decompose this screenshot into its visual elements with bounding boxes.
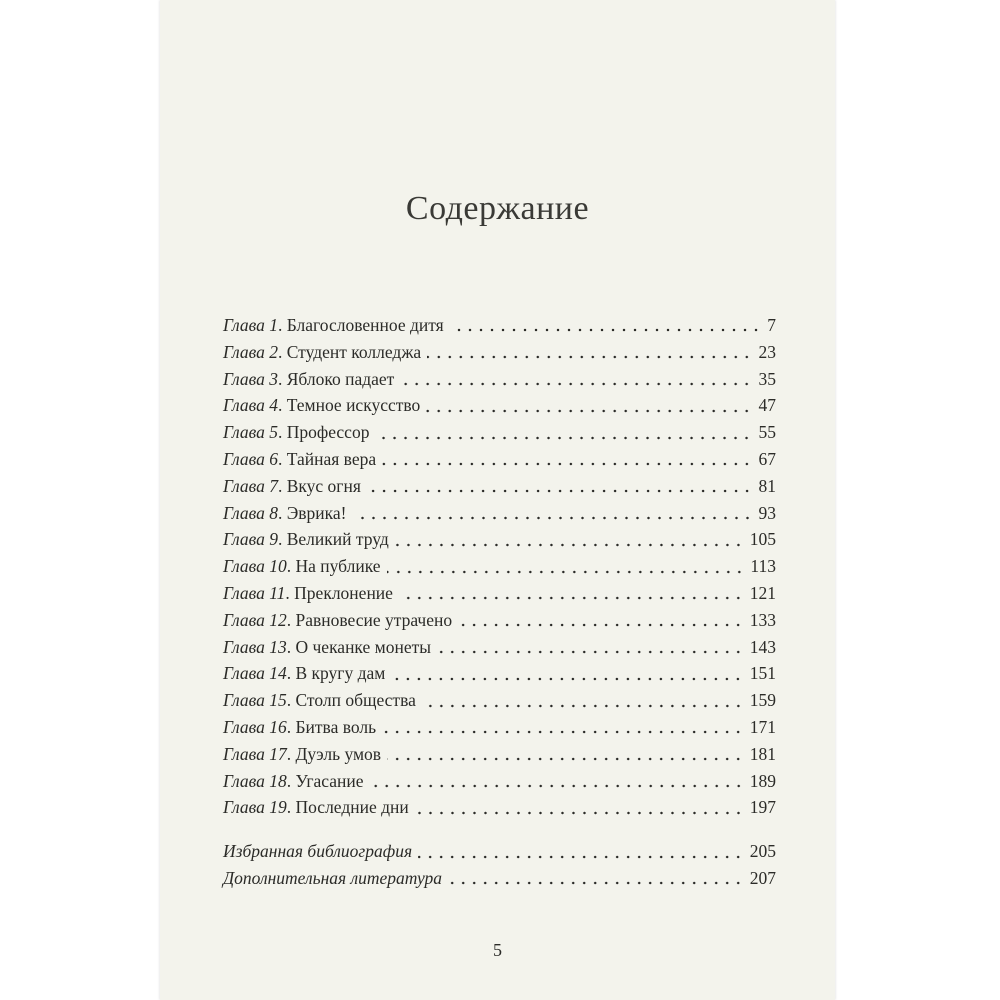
- chapter-prefix: Глава 11: [223, 582, 286, 603]
- dot-leader: [400, 382, 752, 386]
- toc-entry-chapter-12: [223, 607, 776, 634]
- dot-leader: [387, 757, 744, 761]
- dot-leader: [399, 596, 744, 600]
- toc-entry-label: Глава 6. Тайная вера: [223, 448, 377, 469]
- chapter-title: На публике: [295, 556, 381, 577]
- chapter-prefix: Глава 8: [223, 502, 278, 523]
- toc-entry-label: Глава 15. Столп общества: [223, 690, 416, 711]
- chapter-title: О чеканке монеты: [295, 636, 432, 657]
- chapter-page-number: 47: [758, 395, 776, 416]
- toc-entry-chapter-8: [223, 500, 776, 527]
- chapter-page-number: 67: [758, 448, 776, 469]
- chapter-prefix: Глава 5: [223, 422, 278, 443]
- chapter-page-number: 55: [758, 422, 776, 443]
- toc-entry-chapter-17: [223, 741, 776, 768]
- chapter-prefix: Глава 16: [223, 716, 287, 737]
- chapter-title: Битва воль: [295, 716, 377, 737]
- toc-entry-label: Глава 12. Равновесие утрачено: [223, 609, 453, 630]
- toc-entry-label: Глава 18. Угасание: [223, 770, 364, 791]
- dot-leader: [458, 623, 744, 627]
- chapter-prefix: Глава 9: [223, 529, 278, 550]
- toc-entry-chapter-3: [223, 366, 776, 393]
- toc-entry-label: Глава 11. Преклонение: [223, 582, 393, 603]
- chapter-prefix: Глава 14: [223, 663, 287, 684]
- dot-leader: [437, 650, 744, 654]
- chapter-title: Тайная вера: [286, 448, 377, 469]
- dot-leader: [370, 784, 744, 788]
- dot-leader: [426, 409, 752, 413]
- toc-entry-label: Глава 10. На публике: [223, 556, 381, 577]
- toc-entry-chapter-6: [223, 446, 776, 473]
- chapter-page-number: 93: [758, 502, 776, 523]
- dot-leader: [427, 355, 752, 359]
- chapter-page-number: 121: [749, 582, 776, 603]
- chapter-title: Темное искусство: [286, 395, 421, 416]
- toc-entry-label: Глава 3. Яблоко падает: [223, 368, 395, 389]
- toc-entry-label: Глава 16. Битва воль: [223, 716, 377, 737]
- chapter-prefix: Глава 2: [223, 341, 278, 362]
- toc-entry-label: Глава 1. Благословенное дитя: [223, 315, 444, 335]
- chapter-page-number: 151: [749, 663, 776, 684]
- dot-leader: [375, 436, 752, 440]
- page-number: 5: [493, 940, 502, 960]
- toc-entry-chapter-11: [223, 580, 776, 607]
- toc-title: Содержание: [405, 190, 590, 227]
- chapter-title: Профессор: [286, 422, 370, 443]
- appendix-title: Дополнительная литература: [223, 867, 443, 888]
- chapter-page-number: 197: [749, 797, 776, 818]
- chapter-title: Дуэль умов: [295, 743, 382, 764]
- chapter-title: Угасание: [295, 770, 364, 791]
- chapter-prefix: Глава 3: [223, 368, 278, 389]
- chapter-title: Великий труд: [286, 529, 389, 550]
- chapter-prefix: Глава 1: [223, 315, 278, 335]
- chapter-page-number: 181: [749, 743, 776, 764]
- toc-entry-chapter-13: [223, 634, 776, 661]
- dot-leader: [391, 677, 743, 681]
- toc-entry-label: Глава 7. Вкус огня: [223, 475, 361, 496]
- toc-entry-chapter-15: [223, 687, 776, 714]
- toc-entry-chapter-1: [223, 312, 776, 339]
- chapter-page-number: 7: [767, 315, 776, 335]
- chapter-prefix: Глава 13: [223, 636, 287, 657]
- dot-leader: [387, 570, 745, 574]
- chapter-prefix: Глава 10: [223, 556, 287, 577]
- chapter-page-number: 189: [749, 770, 776, 791]
- toc-entry-chapter-14: [223, 660, 776, 687]
- chapter-title: Студент колледжа: [286, 341, 422, 362]
- chapter-page-number: 133: [749, 609, 776, 630]
- appendix-page-number: 207: [749, 867, 776, 888]
- dot-leader: [418, 855, 744, 859]
- chapter-page-number: 81: [758, 475, 776, 496]
- chapter-page-number: 35: [758, 368, 776, 389]
- dot-leader: [382, 462, 752, 466]
- dot-leader: [415, 811, 744, 815]
- chapter-prefix: Глава 19: [223, 797, 287, 818]
- chapter-page-number: 105: [749, 529, 776, 550]
- chapter-page-number: 23: [758, 341, 776, 362]
- toc-entry-chapter-4: [223, 392, 776, 419]
- toc-entry-label: Глава 17. Дуэль умов: [223, 743, 382, 764]
- toc-entry-chapter-10: [223, 553, 776, 580]
- dot-leader: [422, 704, 744, 708]
- chapter-page-number: 113: [750, 556, 776, 577]
- toc-entry-label: Глава 14. В кругу дам: [223, 663, 386, 684]
- dot-leader: [448, 881, 744, 885]
- appendix-page-number: 205: [749, 841, 776, 862]
- toc-entry-chapter-2: [223, 339, 776, 366]
- toc-entry-chapter-5: [223, 419, 776, 446]
- toc-list: [223, 312, 776, 892]
- toc-entry-label: Глава 4. Темное искусство: [223, 395, 421, 416]
- chapter-title: Благословенное дитя: [286, 315, 444, 335]
- dot-leader: [353, 516, 753, 520]
- dot-leader: [382, 730, 744, 734]
- chapter-title: Равновесие утрачено: [295, 609, 453, 630]
- dot-leader: [395, 543, 744, 547]
- toc-entry-label: Глава 9. Великий труд: [223, 529, 389, 550]
- chapter-prefix: Глава 6: [223, 448, 278, 469]
- toc-entry-label: Глава 13. О чеканке монеты: [223, 636, 432, 657]
- toc-entry-label: Глава 5. Профессор: [223, 422, 370, 443]
- chapter-prefix: Глава 4: [223, 395, 278, 416]
- toc-entry-chapter-7: [223, 473, 776, 500]
- toc-entry-further-reading: [223, 865, 776, 892]
- chapter-page-number: 159: [749, 690, 776, 711]
- chapter-title: Эврика!: [286, 502, 347, 523]
- dot-leader: [367, 489, 753, 493]
- toc-entry-chapter-9: [223, 526, 776, 553]
- chapter-prefix: Глава 15: [223, 690, 287, 711]
- chapter-prefix: Глава 17: [223, 743, 287, 764]
- toc-entry-label: Глава 8. Эврика!: [223, 502, 347, 523]
- chapter-page-number: 143: [749, 636, 776, 657]
- chapter-title: Столп общества: [295, 690, 416, 711]
- toc-entry-bibliography: [223, 838, 776, 865]
- toc-entry-label: Глава 2. Студент колледжа: [223, 341, 422, 362]
- chapter-title: В кругу дам: [295, 663, 386, 684]
- chapter-title: Яблоко падает: [286, 368, 395, 389]
- chapter-prefix: Глава 12: [223, 609, 287, 630]
- toc-entry-chapter-18: [223, 768, 776, 795]
- appendix-title: Избранная библиография: [223, 841, 413, 862]
- chapter-title: Преклонение: [294, 582, 393, 603]
- toc-entry-label: Глава 19. Последние дни: [223, 797, 409, 818]
- chapter-page-number: 171: [749, 716, 776, 737]
- chapter-prefix: Глава 18: [223, 770, 287, 791]
- toc-entry-chapter-19: [223, 794, 776, 821]
- chapter-title: Последние дни: [295, 797, 409, 818]
- chapter-title: Вкус огня: [286, 475, 361, 496]
- dot-leader: [450, 328, 762, 332]
- toc-entry-chapter-16: [223, 714, 776, 741]
- chapter-prefix: Глава 7: [223, 475, 278, 496]
- book-page: [160, 0, 835, 1000]
